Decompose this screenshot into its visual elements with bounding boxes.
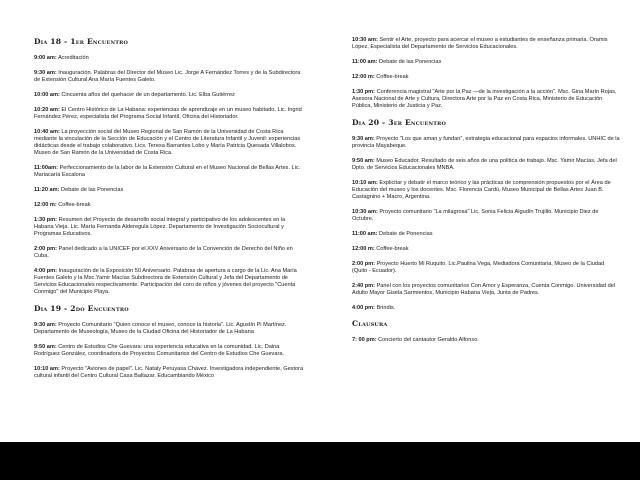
entry-text: Proyecto Huerto Mi Ruquito. Lic.Paulina Vega, Mediadora Comunitaria, Museo de la Ciudad (Quito - Ecuador).	[352, 260, 605, 274]
entry-time: 2:40 pm:	[352, 282, 376, 289]
entry-text: Explicitar y debatir el marco teórico y las prácticas de comprensión propuestos por el Área de Educación del museo y los docentes. Msc. Florencia Cardú, Museo Municipal de Bellas Artes Juan B. Castagnino + Macro, Argentina.	[352, 179, 611, 201]
entry-time: 10:20 am:	[34, 106, 60, 113]
day-20-schedule	[352, 136, 620, 312]
entry-time: 7: 00 pm:	[352, 337, 377, 344]
entry-time: 12:00 m:	[352, 73, 375, 80]
schedule-entry	[34, 268, 306, 297]
entry-text: Conferencia magistral "Arte por la Paz —de la investigación a la acción". Msc. Gina Marín Rojas, Asesora Nacional de Arte y Cultura, Directora Arte por la Paz en Costa Rica, Ministerio de Educación Pública, Ministerio de Justicia y Paz.	[352, 88, 617, 109]
schedule-entry	[34, 344, 306, 358]
entry-text: El Centro Histórico de La Habana: experiencias de aprendizaje en un museo habitado. Lic. Ingrid Fernández Pérez, especialista del Programa Social Infantil, Oficina del Historiador.	[34, 106, 302, 120]
entry-text: Inauguración. Palabras del Director del Museo Lic. Jorge A Fernández Torres y de la Subdirectora de Extensión Cultural Ana María Fuentes Galeto.	[34, 69, 301, 83]
entry-text: Proyecto "Los que aman y fundan", estrategia educacional para espacios informales. UNHIC de la provincia Mayabeque.	[352, 135, 620, 149]
day-19-schedule-continued	[352, 37, 620, 110]
day-19-schedule	[34, 322, 306, 380]
schedule-entry	[34, 217, 306, 239]
entry-text: Coffee-break	[56, 201, 91, 208]
entry-text: Museo Educador. Resultado de seis años de una política de trabajo. Msc. Yamir Macías, Jefa del Dpto. de Servicios Educacionales MNBA.	[352, 157, 617, 171]
schedule-entry	[352, 37, 620, 51]
schedule-entry	[352, 89, 620, 111]
schedule-entry	[34, 55, 306, 62]
entry-text: Debate de las Ponencias	[377, 59, 442, 65]
schedule-entry	[352, 59, 620, 66]
entry-time: 9:30 am:	[352, 135, 375, 142]
schedule-entry	[352, 136, 620, 150]
entry-time: 1:30 pm:	[352, 88, 376, 95]
day-20-heading: Dia 20 - 3er Encuentro	[352, 117, 447, 127]
entry-text: Debate de Ponencias	[377, 231, 433, 237]
entry-time: 10:40 am:	[34, 128, 60, 135]
entry-text: Sentir el Arte, proyecto para acercar el museo a estudiantes de enseñanza primaria. Oramis López, Especialista del Departamento de Servicios Educacionales.	[352, 37, 608, 51]
entry-text: Coffee-break	[374, 245, 409, 252]
entry-text: Coffee-break	[374, 73, 409, 80]
bottom-black-bar	[0, 442, 640, 480]
schedule-entry	[34, 129, 306, 158]
entry-text: Panel con los proyectos comunitarios Con Amor y Esperanza, Cuenta Conmigo. Universidad del Adulto Mayor Gisela Sarmientos, Municipio Habana Vieja, Junta de Padres.	[352, 282, 616, 296]
entry-text: Brindis.	[375, 304, 396, 311]
entry-time: 11:00 am:	[352, 59, 378, 65]
schedule-entry	[352, 158, 620, 172]
entry-time: 10:00 am:	[34, 91, 60, 98]
schedule-entry	[34, 366, 306, 380]
day-18-heading: Dia 18 - 1er Encuentro	[34, 37, 129, 46]
day-19-heading: Dia 19 - 2do Encuentro	[34, 304, 129, 314]
entry-time: 11:20 am:	[34, 187, 60, 193]
schedule-entry	[352, 209, 620, 223]
entry-text: Proyecto "Aviones de papel". Lic. Nataly Peruyasa Chávez. Investigadora independiente, Gestora cultural infantil del Centro Cultural Casa Baltazar. Educambiando México	[34, 366, 304, 380]
entry-text: Proyecto Comunitario "Quien conoce el museo, conoce la historia". Lic. Agustín Pi Martínez. Departamento de Museología, Museo de la Ciudad Oficina del Historiador de La Habana	[34, 322, 287, 336]
entry-time: 10:30 am:	[352, 37, 378, 43]
entry-time: 11:00am:	[34, 165, 58, 171]
right-column	[352, 37, 620, 352]
left-column	[34, 37, 306, 388]
entry-text: Perfeccionamiento de la labor de la Extensión Cultural en el Museo Nacional de Bellas Artes. Lic. Mariacaría Escalona	[34, 165, 301, 179]
schedule-entry	[34, 202, 306, 209]
entry-time: 10:30 am:	[352, 209, 378, 215]
schedule-entry	[352, 337, 620, 344]
schedule-entry	[352, 305, 620, 312]
entry-time: 4:00 pm:	[34, 267, 58, 274]
entry-text: Concierto del cantautor Geraldo Alfonso.	[376, 337, 479, 344]
schedule-entry	[34, 165, 306, 179]
schedule-entry	[352, 231, 620, 238]
schedule-entry	[34, 246, 306, 260]
entry-time: 12:00 m:	[352, 245, 375, 252]
entry-time: 10:10 am:	[352, 179, 378, 186]
closing-heading: Clausura	[352, 319, 388, 329]
entry-time: 1:30 pm:	[34, 216, 58, 223]
entry-text: La proyección social del Museo Regional de San Ramón de la Universidad de Costa Rica mediante la vinculación de la Sección de Educación y el Centro de Literatura Infantil y Juvenil: experiencias didácticas desde el trabajo colaborativo. Lics. Teresa Barrantes Lobo y María Patricia Quesada Villalobos. Museo de San Ramón de la Universidad de Costa Rica.	[34, 128, 301, 157]
schedule-entry	[352, 74, 620, 81]
entry-text: Acreditación	[56, 55, 89, 61]
entry-time: 9:50 am:	[34, 344, 57, 351]
schedule-entry	[352, 283, 620, 297]
entry-time: 12:00 m:	[34, 201, 57, 208]
schedule-entry	[34, 187, 306, 194]
entry-time: 10:10 am:	[34, 366, 60, 373]
entry-text: Inauguración de la Exposición 50 Aniversario. Palabras de apertura a cargo de la Lic. Ana María Fuentes Galeto y la Msc.Yamir Macías Subdirectora de Extensión Cultural y Jefa del Departamento de Servicios Educacionales respectivamente. Participación del coro de niños y jóvenes del proyecto "Cuenta Conmigo" del Municipio Playa.	[34, 267, 297, 296]
schedule-entry	[352, 246, 620, 253]
entry-time: 2:00 pm:	[34, 245, 58, 252]
entry-text: Proyecto comunitario "La milagrosa" Lic. Sonia Felicia Algudín Trujillo. Municipio Diez de Octubre.	[352, 209, 599, 223]
entry-time: 9:30 am:	[34, 69, 57, 76]
entry-time: 2:00 pm:	[352, 260, 376, 267]
entry-time: 11:00 am:	[352, 231, 378, 237]
entry-time: 4:00 pm:	[352, 304, 376, 311]
entry-text: Panel dedicado a la UNICEF por el XXV Aniversario de la Convención de Derecho del Niño en Cuba.	[34, 245, 293, 259]
entry-text: Cincuenta años del quehacer de un departamento. Lic. Elba Gutiérrez	[59, 91, 235, 98]
entry-text: Debate de las Ponencias	[59, 187, 124, 193]
day-18-schedule	[34, 55, 306, 297]
closing-schedule	[352, 337, 620, 344]
schedule-entry	[352, 180, 620, 202]
entry-text: Resumen del Proyecto de desarrollo social integral y participativo de los adolescentes en la Habana Vieja. Lic. María Fernanda Alderegula López. Departamento de Investigación Sociocultural y Programas Educativos.	[34, 216, 286, 237]
entry-time: 9:50 am:	[352, 157, 375, 164]
schedule-entry	[34, 107, 306, 121]
schedule-entry	[34, 70, 306, 84]
entry-time: 9:00 am:	[34, 55, 57, 61]
schedule-entry	[352, 261, 620, 275]
entry-text: Centro de Estudios Che Guevara: una experiencia educativa en la comunidad. Lic. Daina Rodríguez González, coordinadora de Proyectos Comunitarios del Centro de Estudios Che Guevara.	[34, 344, 284, 358]
schedule-entry	[34, 92, 306, 99]
schedule-entry	[34, 322, 306, 336]
entry-time: 9:30 am:	[34, 322, 57, 329]
